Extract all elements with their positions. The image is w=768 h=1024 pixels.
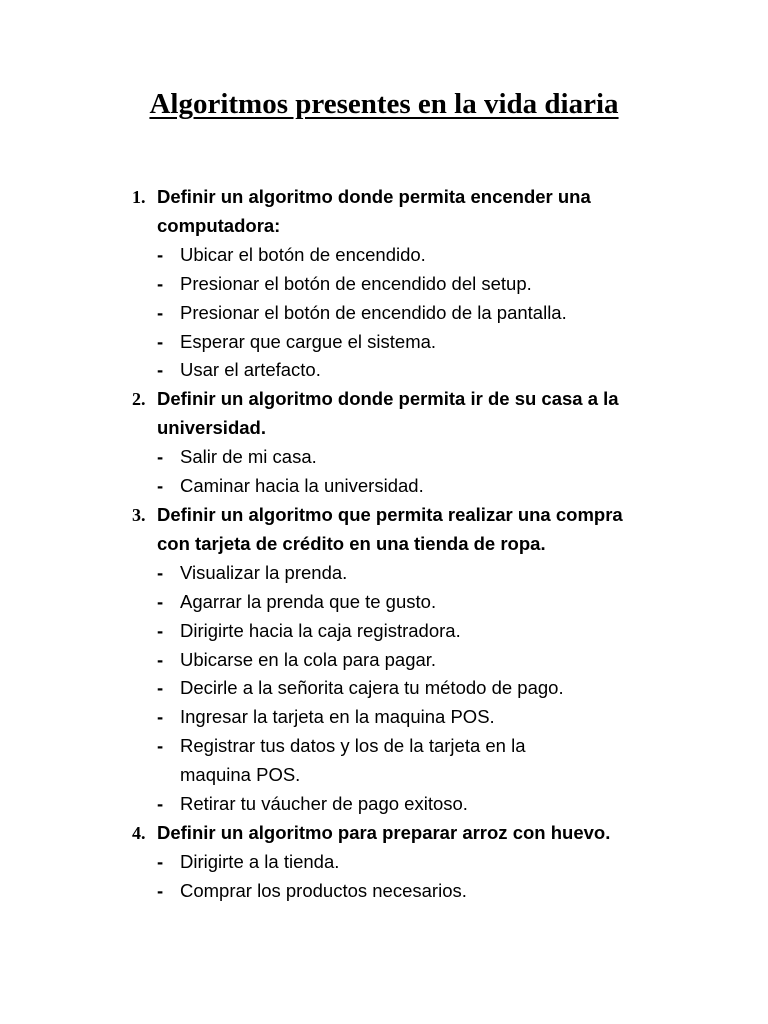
dash-bullet: - [157,243,164,265]
step-text: Ubicar el botón de encendido. [180,243,426,265]
item-heading: Definir un algoritmo donde permita ir de su casa a la universidad. [157,388,619,439]
step-text: Retirar tu váucher de pago exitoso. [180,793,468,815]
step-text: Salir de mi casa. [180,446,317,468]
dash-bullet: - [157,272,164,294]
step-text: Agarrar la prenda que te gusto. [180,590,437,612]
step-text: Ubicarse en la cola para pagar. [180,648,437,670]
dash-bullet: - [157,850,164,872]
dash-bullet: - [157,793,164,815]
step-item [0,299,600,328]
step-item [0,559,600,588]
step-text: Caminar hacia la universidad. [180,475,424,497]
step-text: Presionar el botón de encendido de la pantalla. [180,301,567,323]
dash-bullet: - [157,706,164,728]
step-text: Esperar que cargue el sistema. [180,330,437,352]
step-item [0,732,600,790]
dash-bullet: - [157,475,164,497]
dash-bullet: - [157,590,164,612]
step-text: Presionar el botón de encendido del setup. [180,272,532,294]
step-item [0,356,600,385]
step-text: Usar el artefacto. [180,359,321,381]
algorithm-item-3 [0,501,768,819]
step-item [0,790,600,819]
item-heading: Definir un algoritmo donde permita encender una computadora: [157,186,591,236]
dash-bullet: - [157,648,164,670]
step-text: Decirle a la señorita cajera tu método de pago. [180,677,564,699]
algorithm-item-1 [0,183,768,385]
step-item [0,588,600,617]
algorithm-list [0,183,768,906]
step-list [0,241,768,386]
step-text: Visualizar la prenda. [180,561,348,583]
dash-bullet: - [157,735,164,757]
dash-bullet: - [157,619,164,641]
algorithm-item-4 [0,819,768,906]
item-number: 4. [132,822,146,843]
step-text: Dirigirte a la tienda. [180,850,340,872]
item-number: 1. [132,187,146,207]
dash-bullet: - [157,561,164,583]
item-heading: Definir un algoritmo para preparar arroz con huevo. [157,821,611,843]
step-item [0,848,600,877]
step-item [0,877,600,906]
dash-bullet: - [157,879,164,901]
step-text: Registrar tus datos y los de la tarjeta en la maquina POS. [180,735,526,786]
step-item [0,270,600,299]
document-title: Algoritmos presentes en la vida diaria [149,88,619,120]
item-number: 2. [132,389,146,410]
step-item [0,443,600,472]
item-number: 3. [132,504,146,525]
step-list [0,848,768,906]
step-item [0,703,600,732]
step-list [0,443,768,501]
dash-bullet: - [157,301,164,323]
step-item [0,328,600,357]
dash-bullet: - [157,677,164,699]
item-heading: Definir un algoritmo que permita realizar una compra con tarjeta de crédito en una tienda de ropa. [157,503,623,554]
step-item [0,646,600,675]
step-item [0,674,600,703]
step-text: Ingresar la tarjeta en la maquina POS. [180,706,495,728]
dash-bullet: - [157,359,164,381]
step-text: Dirigirte hacia la caja registradora. [180,619,461,641]
dash-bullet: - [157,330,164,352]
step-item [0,241,600,270]
dash-bullet: - [157,446,164,468]
step-item [0,617,600,646]
step-text: Comprar los productos necesarios. [180,879,467,901]
step-list [0,559,768,819]
step-item [0,472,600,501]
algorithm-item-2 [0,385,768,501]
